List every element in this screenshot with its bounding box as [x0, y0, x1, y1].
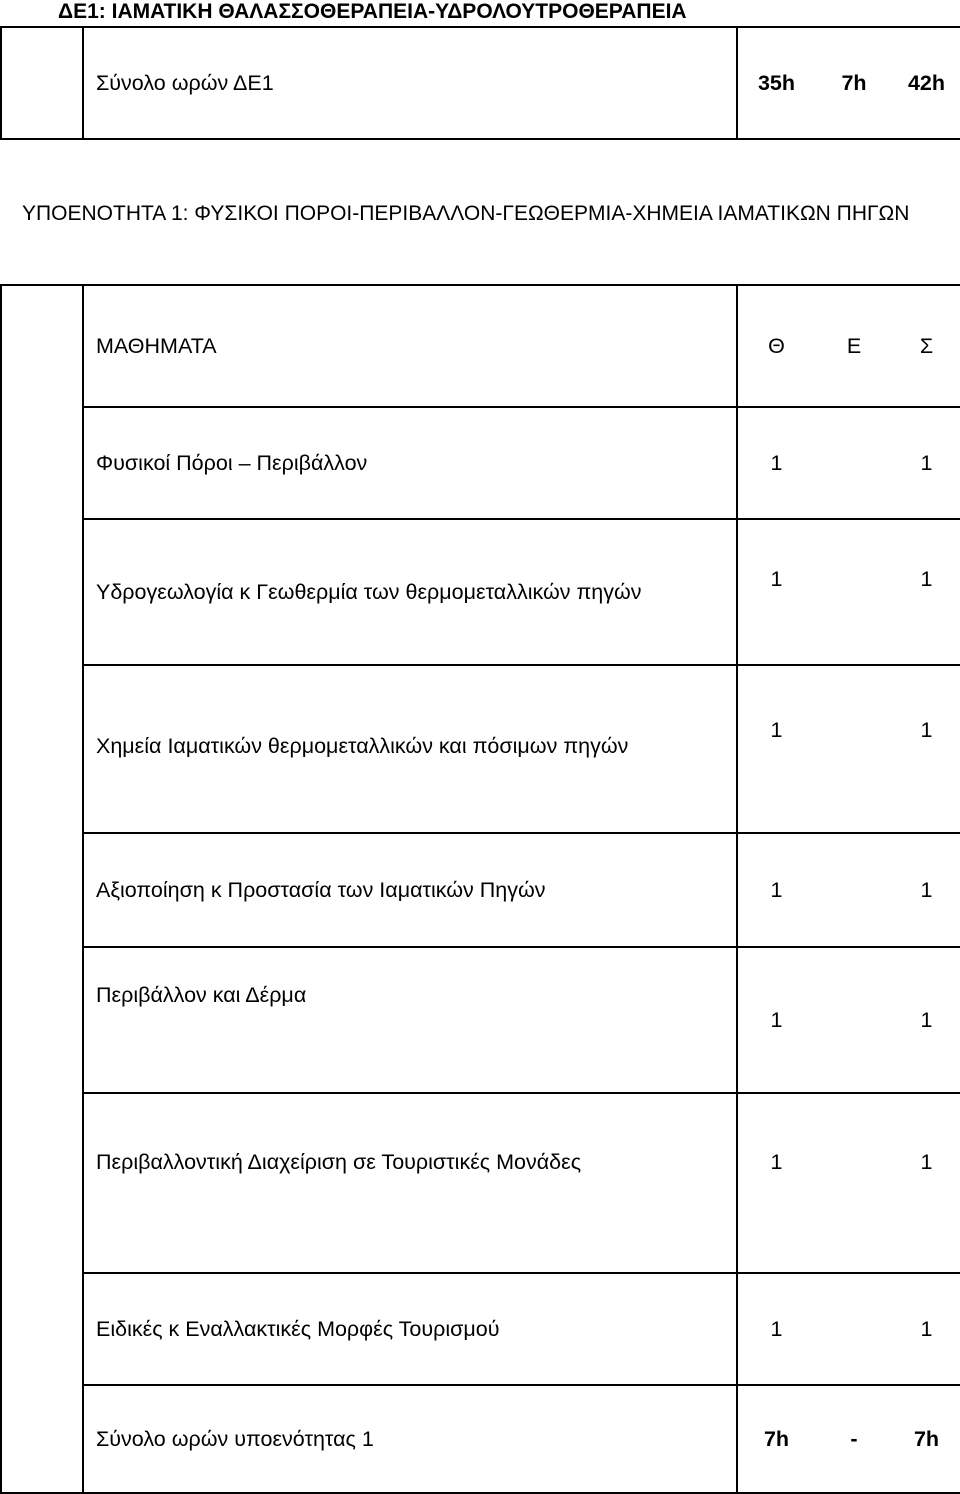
spacer-cell: [1, 27, 83, 139]
table-row: [1, 519, 960, 665]
total-sum: 42h: [893, 27, 960, 139]
row-sigma: 1: [893, 947, 960, 1093]
spacer-cell: [1, 1385, 83, 1493]
table-row: [1, 1093, 960, 1273]
spacer-cell: [1, 1273, 83, 1385]
row-epsilon: [815, 407, 893, 519]
table-row: [1, 665, 960, 833]
row-sigma: 1: [893, 1093, 960, 1273]
row-theta: 1: [737, 947, 815, 1093]
subjects-table: [0, 284, 960, 1494]
row-sigma: 1: [893, 1273, 960, 1385]
spacer-cell: [1, 519, 83, 665]
spacer-cell: [1, 285, 83, 407]
header-sigma: Σ: [893, 285, 960, 407]
row-epsilon: [815, 1093, 893, 1273]
row-subject: Χημεία Ιαματικών θερμομεταλλικών και πόσιμων πηγών: [83, 665, 737, 833]
row-subject: Υδρογεωλογία κ Γεωθερμία των θερμομεταλλικών πηγών: [83, 519, 737, 665]
row-epsilon: [815, 947, 893, 1093]
spacer-cell: [1, 1093, 83, 1273]
table-row: [1, 407, 960, 519]
row-theta: 1: [737, 1093, 815, 1273]
header-subjects: ΜΑΘΗΜΑΤΑ: [83, 285, 737, 407]
row-subject: Φυσικοί Πόροι – Περιβάλλον: [83, 407, 737, 519]
row-subject: Ειδικές κ Εναλλακτικές Μορφές Τουρισμού: [83, 1273, 737, 1385]
footer-theta: 7h: [737, 1385, 815, 1493]
total-practice: 7h: [815, 27, 893, 139]
table-row: [1, 947, 960, 1093]
footer-sigma: 7h: [893, 1385, 960, 1493]
total-label: Σύνολο ωρών ΔΕ1: [83, 27, 737, 139]
spacer-cell: [1, 833, 83, 947]
spacer-cell: [1, 947, 83, 1093]
row-theta: 1: [737, 1273, 815, 1385]
footer-epsilon: -: [815, 1385, 893, 1493]
total-theory: 35h: [737, 27, 815, 139]
spacer-cell: [1, 407, 83, 519]
row-theta: 1: [737, 407, 815, 519]
total-hours-table: [0, 26, 960, 140]
row-theta: 1: [737, 519, 815, 665]
row-theta: 1: [737, 665, 815, 833]
row-sigma: 1: [893, 407, 960, 519]
row-sigma: 1: [893, 519, 960, 665]
header-epsilon: Ε: [815, 285, 893, 407]
table-row: [1, 1273, 960, 1385]
spacer-cell: [1, 665, 83, 833]
table-row: [1, 833, 960, 947]
row-subject: Περιβάλλον και Δέρμα: [83, 947, 737, 1093]
row-sigma: 1: [893, 833, 960, 947]
row-sigma: 1: [893, 665, 960, 833]
row-epsilon: [815, 519, 893, 665]
row-epsilon: [815, 665, 893, 833]
module-heading: ΔΕ1: ΙΑΜΑΤΙΚΗ ΘΑΛΑΣΣΟΘΕΡΑΠΕΙΑ-ΥΔΡΟΛΟΥΤΡΟΘΕΡΑΠΕΙΑ: [58, 0, 687, 23]
row-subject: Περιβαλλοντική Διαχείριση σε Τουριστικές Μονάδες: [83, 1093, 737, 1273]
row-epsilon: [815, 833, 893, 947]
table-header-row: [1, 285, 960, 407]
header-theta: Θ: [737, 285, 815, 407]
subunit-title: ΥΠΟΕΝΟΤΗΤΑ 1: ΦΥΣΙΚΟΙ ΠΟΡΟΙ-ΠΕΡΙΒΑΛΛΟΝ-ΓΕΩΘΕΡΜΙΑ-ΧΗΜΕΙΑ ΙΑΜΑΤΙΚΩΝ ΠΗΓΩΝ: [22, 202, 910, 225]
row-epsilon: [815, 1273, 893, 1385]
table-footer-row: [1, 1385, 960, 1493]
row-subject: Αξιοποίηση κ Προστασία των Ιαματικών Πηγών: [83, 833, 737, 947]
row-theta: 1: [737, 833, 815, 947]
footer-label: Σύνολο ωρών υποενότητας 1: [83, 1385, 737, 1493]
